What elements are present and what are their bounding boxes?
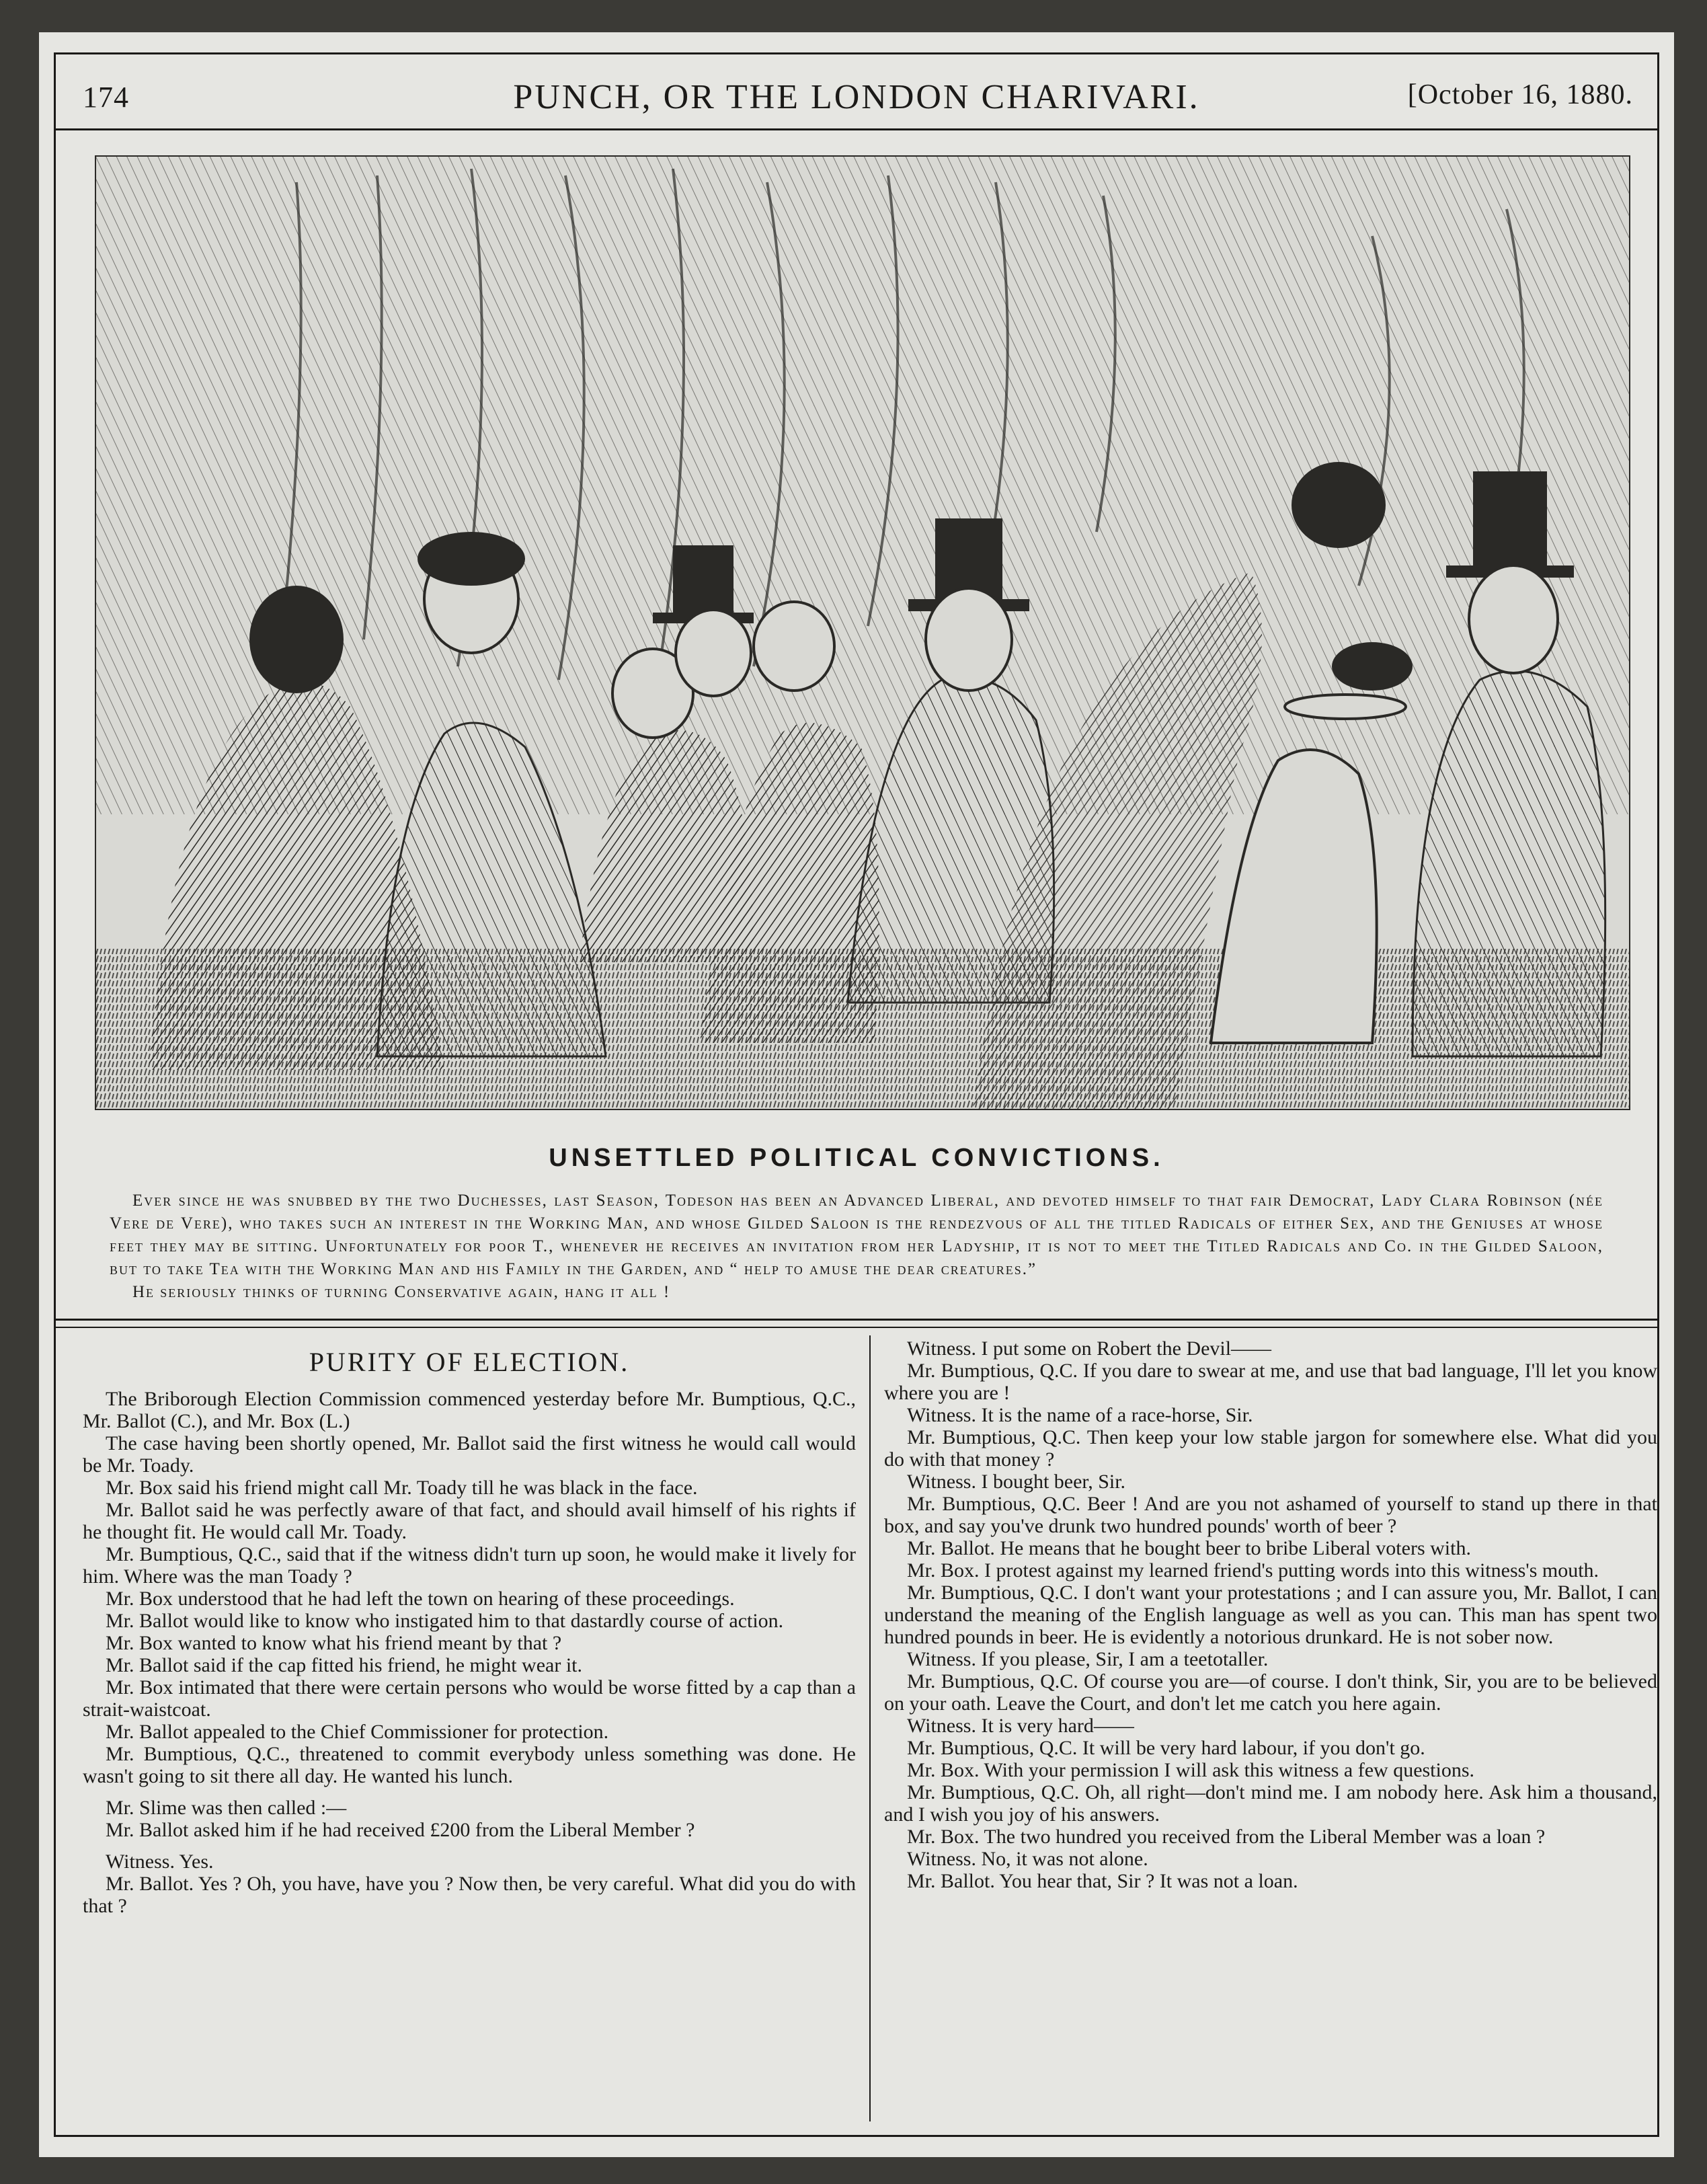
article-paragraph: Witness. If you please, Sir, I am a teetotaller. <box>907 1648 1269 1670</box>
article-paragraph: Mr. Box understood that he had left the town on hearing of these proceedings. <box>106 1588 735 1610</box>
article-paragraph: Witness. I bought beer, Sir. <box>907 1471 1126 1493</box>
article-paragraph: Witness. It is very hard—— <box>907 1715 1134 1737</box>
newspaper-page <box>39 32 1674 2157</box>
article-paragraph: Mr. Bumptious, Q.C. Then keep your low stable jargon for somewhere else. What did you do with that money ? <box>884 1426 1657 1471</box>
section-divider <box>56 1327 1657 1328</box>
article-paragraph: Mr. Box intimated that there were certain persons who would be worse fitted by a cap than a strait-waistcoat. <box>83 1676 856 1721</box>
article-paragraph: Mr. Ballot said he was perfectly aware of that fact, and should avail himself of his rights if he thought fit. He would call Mr. Toady. <box>83 1499 856 1543</box>
caption-paragraph: Ever since he was snubbed by the two Duchesses, last Season, Todeson has been an Advanced Liberal, and devoted himself to that fair Democrat, Lady Clara Robinson (née Vere de Vere), who takes such an interest in the Working Man, and whose Gilded Saloon is the rendezvous of all the titled Radicals of either Sex, and the Geniuses at whose feet they may be sitting. Unfortunately for poor T., whenever he receives an invitation from her Ladyship, it is not to meet the Titled Radicals and Co. in the Gilded Saloon, but to take Tea with the Working Man and his Family in the Garden, and “ help to amuse the dear creatures.” <box>110 1192 1603 1278</box>
section-divider <box>56 1319 1657 1321</box>
article-paragraph: Mr. Ballot. Yes ? Oh, you have, have you ? Now then, be very careful. What did you do with that ? <box>83 1873 856 1917</box>
page-frame <box>54 52 1659 2137</box>
article-paragraph: Witness. Yes. <box>106 1850 214 1873</box>
article-paragraph: Mr. Ballot. You hear that, Sir ? It was not a loan. <box>907 1870 1298 1892</box>
engraving-image <box>95 155 1630 1110</box>
article-left-column <box>83 1337 856 2121</box>
article-paragraph: The case having been shortly opened, Mr. Ballot said the first witness he would call would be Mr. Toady. <box>83 1432 856 1477</box>
article-paragraph: Mr. Box said his friend might call Mr. Toady till he was black in the face. <box>106 1477 698 1499</box>
paragraph-gap <box>83 1841 856 1850</box>
article-paragraph: Mr. Box. I protest against my learned friend's putting words into this witness's mouth. <box>907 1559 1599 1582</box>
masthead: PUNCH, OR THE LONDON CHARIVARI. <box>513 78 1200 116</box>
article-paragraph: Mr. Bumptious, Q.C. Of course you are—of course. I don't think, Sir, you are to be believed on your oath. Leave the Court, and don't let me catch you here again. <box>884 1670 1657 1715</box>
article-paragraph: Mr. Bumptious, Q.C. If you dare to swear at me, and use that bad language, I'll let you know where you are ! <box>884 1360 1657 1404</box>
article-paragraph: Mr. Ballot said if the cap fitted his friend, he might wear it. <box>106 1654 582 1676</box>
caption-paragraph: He seriously thinks of turning Conservative again, hang it all ! <box>132 1283 671 1301</box>
article-paragraph: Witness. It is the name of a race-horse, Sir. <box>907 1404 1253 1426</box>
article-paragraph: Witness. I put some on Robert the Devil—— <box>907 1337 1272 1360</box>
article-paragraph: Mr. Ballot. He means that he bought beer to bribe Liberal voters with. <box>907 1537 1471 1559</box>
cartoon-title: UNSETTLED POLITICAL CONVICTIONS. <box>549 1144 1164 1172</box>
article-paragraph: Witness. No, it was not alone. <box>907 1848 1148 1870</box>
article-paragraph: Mr. Bumptious, Q.C., said that if the witness didn't turn up soon, he would make it lively for him. Where was the man Toady ? <box>83 1543 856 1588</box>
article-paragraph: Mr. Ballot would like to know who instigated him to that dastardly course of action. <box>106 1610 784 1632</box>
article-title: PURITY OF ELECTION. <box>309 1347 630 1377</box>
article-paragraph: Mr. Box. With your permission I will ask this witness a few questions. <box>907 1759 1475 1781</box>
article-paragraph: Mr. Ballot asked him if he had received £200 from the Liberal Member ? <box>106 1819 695 1841</box>
page-header <box>56 54 1657 130</box>
article-paragraph: Mr. Box. The two hundred you received from the Liberal Member was a loan ? <box>907 1826 1546 1848</box>
page-number: 174 <box>83 81 129 114</box>
article-paragraph: Mr. Bumptious, Q.C. Oh, all right—don't mind me. I am nobody here. Ask him a thousand, and I wish you joy of his answers. <box>884 1781 1657 1826</box>
column-divider <box>869 1335 871 2121</box>
cartoon-caption <box>110 1190 1603 1304</box>
paragraph-gap <box>83 1787 856 1797</box>
article-paragraph: Mr. Bumptious, Q.C. It will be very hard labour, if you don't go. <box>907 1737 1425 1759</box>
article-paragraph: The Briborough Election Commission commenced yesterday before Mr. Bumptious, Q.C., Mr. Ballot (C.), and Mr. Box (L.) <box>83 1388 856 1432</box>
article-right-column <box>884 1337 1657 2121</box>
article-paragraph: Mr. Bumptious, Q.C. Beer ! And are you not ashamed of yourself to stand up there in that box, and say you've drunk two hundred pounds' worth of beer ? <box>884 1493 1657 1537</box>
article-paragraph: Mr. Bumptious, Q.C. I don't want your protestations ; and I can assure you, Mr. Ballot, I can understand the meaning of the English language as well as you can. This man has spent two hundred pounds in beer. He is evidently a notorious drunkard. He is not sober now. <box>884 1582 1657 1648</box>
article-paragraph: Mr. Box wanted to know what his friend meant by that ? <box>106 1632 562 1654</box>
cartoon-illustration <box>95 155 1630 1110</box>
article-paragraph: Mr. Slime was then called :— <box>106 1797 347 1819</box>
article-paragraph: Mr. Ballot appealed to the Chief Commissioner for protection. <box>106 1721 609 1743</box>
article-paragraph: Mr. Bumptious, Q.C., threatened to commit everybody unless something was done. He wasn't going to sit there all day. He wanted his lunch. <box>83 1743 856 1787</box>
issue-date: [October 16, 1880. <box>1407 79 1633 110</box>
